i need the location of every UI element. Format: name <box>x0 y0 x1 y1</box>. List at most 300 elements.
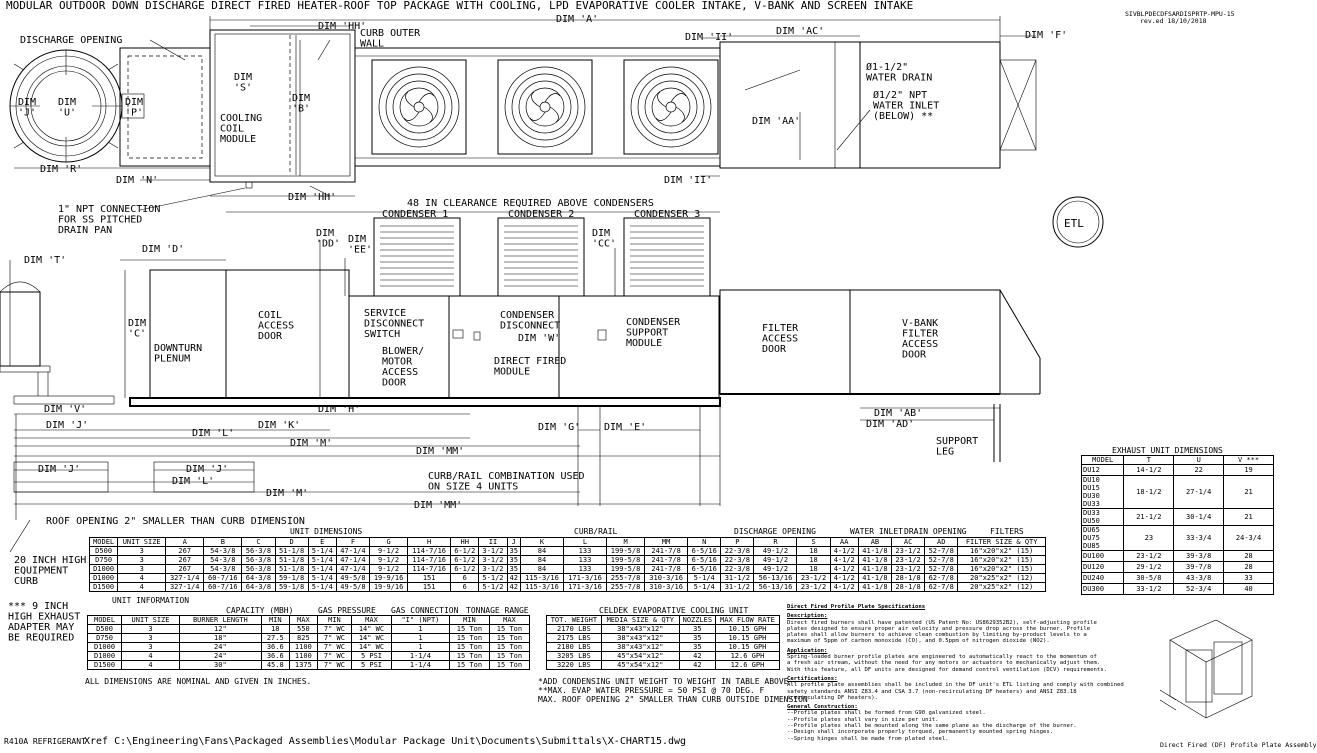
nominal-dims-footnote: ALL DIMENSIONS ARE NOMINAL AND GIVEN IN INCHES. <box>85 677 312 686</box>
unit-dims-header-cell: UNIT SIZE <box>118 538 166 547</box>
water-drain-label: Ø1-1/2" WATER DRAIN <box>866 62 933 84</box>
exhaust-model-name: DU120 <box>1083 563 1105 571</box>
unit-info-cell: 1 <box>391 625 449 634</box>
unit-info-cell: 3 <box>122 643 180 652</box>
unit-dims-cell: 41-1/8 <box>858 583 891 592</box>
unit-dims-cell: 6-1/2 <box>451 556 479 565</box>
discharge-opening-label: DISCHARGE OPENING <box>20 35 123 46</box>
celdek-cell: 35 <box>679 634 715 643</box>
unit-info-header-row <box>88 616 530 625</box>
unit-dims-cell: 84 <box>520 547 563 556</box>
table-row <box>88 661 530 670</box>
unit-dims-cell: 49-5/8 <box>336 574 369 583</box>
unit-info-cell: 1100 <box>289 652 317 661</box>
exhaust-model-cell <box>1082 476 1124 509</box>
unit-dims-cell: 114-7/16 <box>408 547 451 556</box>
spec-title: Direct Fired Profile Plate Specifications <box>787 604 926 610</box>
unit-dims-cell: 18 <box>797 556 830 565</box>
celdek-cell: 2170 LBS <box>547 625 602 634</box>
dim-e-label: DIM 'E' <box>604 422 647 433</box>
celdek-cell: 38"x43"x12" <box>601 634 679 643</box>
unit-dims-cell: 3 <box>118 547 166 556</box>
unit-dims-cell: 5-1/4 <box>688 583 721 592</box>
unit-dims-cell: 6-5/16 <box>688 547 721 556</box>
unit-dims-cell: 267 <box>166 556 204 565</box>
blower-motor-door-label: BLOWER/ MOTOR ACCESS DOOR <box>382 346 425 389</box>
unit-dims-header-cell: G <box>370 538 408 547</box>
unit-dims-cell: 56-13/16 <box>754 574 797 583</box>
unit-info-cell: 5 PSI <box>351 652 391 661</box>
exhaust-cell: 14-1/2 <box>1124 465 1174 476</box>
table-row <box>547 661 780 670</box>
unit-dims-header-cell: C <box>242 538 275 547</box>
unit-info-header-cell: MIN <box>449 616 489 625</box>
celdek-header-cell: TOT. WEIGHT <box>547 616 602 625</box>
unit-dims-cell: 255-7/8 <box>607 574 645 583</box>
dim-v-label: DIM 'V' <box>44 404 87 415</box>
condenser-fan-2-plan <box>498 60 592 154</box>
unit-dims-cell: 54-3/8 <box>204 565 242 574</box>
exhaust-cell: 21-1/2 <box>1124 509 1174 526</box>
spec-line: All profile plate assemblies shall be included in the DF unit's ETL listing and comply with combined <box>787 682 1124 689</box>
unit-dims-cell: 31-1/2 <box>721 583 754 592</box>
exhaust-adapter-label: *** 9 INCH HIGH EXHAUST ADAPTER MAY BE REQUIRED <box>8 601 81 644</box>
unit-dims-cell: 9-1/2 <box>370 556 408 565</box>
unit-dims-cell: 23-1/2 <box>797 574 830 583</box>
unit-dims-cell: 47-1/4 <box>336 556 369 565</box>
unit-dims-cell: 20"x25"x2" (12) <box>958 583 1046 592</box>
unit-dims-cell: 49-1/2 <box>754 556 797 565</box>
unit-dims-cell: 4-1/2 <box>830 556 858 565</box>
unit-dims-header-cell: B <box>204 538 242 547</box>
celdek-header-row <box>547 616 780 625</box>
unit-info-cell: 15 Ton <box>489 652 529 661</box>
document-id: SIVBLPDECDFSARDISPRTP-MPU-15 <box>1125 10 1235 18</box>
dim-ii-bottom-label: DIM 'II' <box>664 175 713 186</box>
exhaust-cell: 28 <box>1224 551 1274 562</box>
unit-info-caption: UNIT INFORMATION <box>112 596 190 605</box>
direct-fired-module-label: DIRECT FIRED MODULE <box>494 356 567 378</box>
unit-info-cell: 18" <box>179 634 261 643</box>
table-row <box>547 652 780 661</box>
unit-info-cell: 14" WC <box>351 643 391 652</box>
unit-dims-cell: 41-1/8 <box>858 556 891 565</box>
exhaust-model-name: DU65 <box>1083 526 1100 534</box>
exhaust-header-cell: MODEL <box>1082 456 1124 465</box>
table-row <box>1082 551 1274 562</box>
unit-info-cell: D1000 <box>88 652 122 661</box>
exhaust-model-name: DU85 <box>1083 542 1100 550</box>
dim-ac-label: DIM 'AC' <box>776 26 825 37</box>
unit-dims-cell: 62-7/8 <box>925 583 958 592</box>
table-row <box>90 583 1046 592</box>
table-row <box>1082 509 1274 526</box>
unit-dims-cell: 4-1/2 <box>830 574 858 583</box>
unit-dims-header-cell: HH <box>451 538 479 547</box>
unit-info-cell: 7" WC <box>317 661 351 670</box>
cooling-coil-label: COOLING COIL MODULE <box>220 113 263 145</box>
unit-dims-cell: 267 <box>166 547 204 556</box>
dim-dd-label: DIM 'DD' <box>316 228 341 250</box>
unit-info-header-cell: "I" (NPT) <box>391 616 449 625</box>
condenser-2-elevation <box>498 218 584 296</box>
unit-dims-cell: D750 <box>90 556 118 565</box>
table-row <box>547 643 780 652</box>
unit-dims-cell: 23-1/2 <box>892 565 925 574</box>
unit-info-cell: 825 <box>289 634 317 643</box>
exhaust-model-name: DU100 <box>1083 552 1105 560</box>
unit-dims-cell: 5-1/2 <box>479 583 507 592</box>
unit-dims-cell: 41-1/8 <box>858 565 891 574</box>
unit-dims-header-cell: MM <box>645 538 688 547</box>
unit-dims-cell: 59-1/8 <box>275 583 308 592</box>
unit-dims-cell: 3-1/2 <box>479 556 507 565</box>
table-row <box>88 634 530 643</box>
unit-info-header-cell: BURNER LENGTH <box>179 616 261 625</box>
unit-dims-cell: 51-1/8 <box>275 556 308 565</box>
celdek-cell: 35 <box>679 625 715 634</box>
table-row <box>1082 526 1274 551</box>
table-row <box>90 556 1046 565</box>
unit-dims-header-cell: AD <box>925 538 958 547</box>
unit-dims-cell: 6-1/2 <box>451 565 479 574</box>
exhaust-cell: 23 <box>1124 526 1174 551</box>
unit-dims-header-cell: AC <box>892 538 925 547</box>
unit-dims-cell: 19-9/16 <box>370 583 408 592</box>
unit-dimensions-table <box>89 537 1046 592</box>
unit-dims-cell: 35 <box>507 565 520 574</box>
dim-b-label: DIM 'B' <box>292 93 311 115</box>
unit-info-cell: 45.8 <box>261 661 289 670</box>
unit-info-cell: 36.6 <box>261 652 289 661</box>
unit-dims-cell: 199-5/8 <box>607 556 645 565</box>
unit-dims-header-row <box>90 538 1046 547</box>
unit-dims-cell: 3 <box>118 556 166 565</box>
exhaust-cell: 52-3/4 <box>1174 584 1224 595</box>
unit-info-cell: 3 <box>122 625 180 634</box>
unit-dims-header-cell: K <box>520 538 563 547</box>
npt-connection-label: 1" NPT CONNECTION FOR SS PITCHED DRAIN PAN <box>58 204 161 236</box>
exhaust-cell: 39-3/8 <box>1174 551 1224 562</box>
unit-info-cell: 15 Ton <box>449 652 489 661</box>
table-row <box>1082 584 1274 595</box>
condenser-support-label: CONDENSER SUPPORT MODULE <box>626 317 681 349</box>
unit-dims-cell: 5-1/4 <box>308 556 336 565</box>
spec-line: --Profile plates shall be formed from G90 galvanized steel. <box>787 710 986 717</box>
unit-dims-cell: 51-1/8 <box>275 547 308 556</box>
unit-dims-cell: 42 <box>507 583 520 592</box>
profile-plate-sketch <box>1160 620 1252 718</box>
table-row <box>1082 476 1274 509</box>
exhaust-model-cell <box>1082 526 1124 551</box>
exhaust-cell: 43-3/8 <box>1174 573 1224 584</box>
exhaust-header-cell: U <box>1174 456 1224 465</box>
unit-dims-cell: 19-9/16 <box>370 574 408 583</box>
etl-listing-mark <box>1053 197 1103 247</box>
table-row <box>1082 562 1274 573</box>
celdek-header-cell: MAX FLOW RATE <box>715 616 779 625</box>
assembly-caption: Direct Fired (DF) Profile Plate Assembly <box>1160 741 1317 749</box>
unit-dims-cell: 52-7/8 <box>925 565 958 574</box>
table-row <box>90 565 1046 574</box>
curb-rail-caption: CURB/RAIL <box>574 527 618 536</box>
unit-info-header-cell: MIN <box>261 616 289 625</box>
downturn-plenum-label: DOWNTURN PLENUM <box>154 343 203 365</box>
unit-info-header-cell: MAX <box>489 616 529 625</box>
dim-s-label: DIM 'S' <box>234 72 253 94</box>
table-row <box>88 625 530 634</box>
dim-p-label: DIM 'P' <box>125 97 144 119</box>
unit-dims-cell: 171-3/16 <box>563 583 606 592</box>
svg-text:ETL: ETL <box>1064 217 1084 230</box>
celdek-cell: 10.15 GPH <box>715 643 779 652</box>
unit-dims-cell: 62-7/8 <box>925 574 958 583</box>
unit-dims-header-cell: FILTER SIZE & QTY <box>958 538 1046 547</box>
exhaust-cell: 22 <box>1174 465 1224 476</box>
unit-dims-header-cell: J <box>507 538 520 547</box>
celdek-cell: 12.6 GPH <box>715 652 779 661</box>
gas-pressure-caption: GAS PRESSURE <box>318 606 376 615</box>
celdek-table <box>546 615 780 670</box>
exhaust-cell: 30-5/8 <box>1124 573 1174 584</box>
unit-info-cell: 24" <box>179 652 261 661</box>
service-disconnect-label: SERVICE DISCONNECT SWITCH <box>364 308 425 340</box>
spec-line: plates shall allow burners to achieve clean combustion by limiting by-product levels to a <box>787 632 1087 639</box>
celdek-header-cell: NOZZLES <box>679 616 715 625</box>
unit-dims-cell: 114-7/16 <box>408 565 451 574</box>
celdek-cell: 2180 LBS <box>547 643 602 652</box>
water-inlet-label: Ø1/2" NPT WATER INLET (BELOW) ** <box>873 90 940 122</box>
celdek-note-3: MAX. ROOF OPENING 2" SMALLER THAN CURB OUTSIDE DIMENSION <box>538 695 808 704</box>
dim-l-label: DIM 'L' <box>192 428 235 439</box>
unit-dims-cell: 241-7/8 <box>645 556 688 565</box>
unit-dims-header-cell: S <box>797 538 830 547</box>
unit-dims-cell: 5-1/4 <box>688 574 721 583</box>
exhaust-cell: 21 <box>1224 476 1274 509</box>
unit-dims-cell: 52-7/8 <box>925 556 958 565</box>
unit-dims-cell: 54-3/8 <box>204 547 242 556</box>
unit-dims-cell: 115-3/16 <box>520 574 563 583</box>
spec-line: Direct fired burners shall have patented (US Patent No: US8629352B2), self-adjusting profile <box>787 619 1097 626</box>
unit-info-cell: 1-1/4 <box>391 652 449 661</box>
unit-dims-cell: 56-3/8 <box>242 556 275 565</box>
celdek-cell: 3220 LBS <box>547 661 602 670</box>
exhaust-cell: 18-1/2 <box>1124 476 1174 509</box>
unit-info-cell: 30" <box>179 661 261 670</box>
unit-dims-cell: 133 <box>563 565 606 574</box>
spec-line: plates designed to ensure proper air velocity and pressure drop across the burner. Profile <box>787 625 1091 632</box>
table-row <box>547 634 780 643</box>
dim-n-label: DIM 'N' <box>116 175 159 186</box>
unit-dims-caption: UNIT DIMENSIONS <box>290 527 363 536</box>
unit-dims-cell: 327-1/4 <box>166 574 204 583</box>
unit-dims-cell: 4 <box>118 583 166 592</box>
condenser-fan-3-plan <box>624 60 718 154</box>
exhaust-model-name: DU50 <box>1083 517 1100 525</box>
profile-plate-spec <box>787 604 1124 742</box>
table-row <box>90 574 1046 583</box>
celdek-cell: 3205 LBS <box>547 652 602 661</box>
table-row <box>88 643 530 652</box>
unit-dims-cell: 28-1/8 <box>892 574 925 583</box>
table-row <box>1082 573 1274 584</box>
unit-info-header-cell: UNIT SIZE <box>122 616 180 625</box>
dim-m-label: DIM 'M' <box>290 438 333 449</box>
unit-dims-cell: 51-1/8 <box>275 565 308 574</box>
celdek-cell: 38"x43"x12" <box>601 643 679 652</box>
exhaust-header-cell: T <box>1124 456 1174 465</box>
condenser-disconnect-label: CONDENSER DISCONNECT <box>500 310 561 332</box>
unit-dims-cell: 41-1/8 <box>858 547 891 556</box>
dim-h-label: DIM 'H' <box>318 404 361 415</box>
water-inlet-caption: WATER INLET <box>850 527 903 536</box>
unit-dims-cell: D500 <box>90 547 118 556</box>
dim-ii-top-label: DIM 'II' <box>685 32 734 43</box>
unit-info-header-cell: MIN <box>317 616 351 625</box>
condenser-fan-1-plan <box>372 60 466 154</box>
unit-dims-cell: 54-3/8 <box>204 556 242 565</box>
unit-dims-header-cell: E <box>308 538 336 547</box>
unit-dims-cell: 41-1/8 <box>858 574 891 583</box>
unit-info-cell: 7" WC <box>317 652 351 661</box>
tonnage-caption: TONNAGE RANGE <box>466 606 529 615</box>
dim-a-label: DIM 'A' <box>556 14 599 25</box>
unit-dims-header-cell: P <box>721 538 754 547</box>
spec-line: --Profile plates shall be mounted along the same plane as the discharge of the burner. <box>787 723 1077 730</box>
celdek-cell: 42 <box>679 661 715 670</box>
dim-l2-label: DIM 'L' <box>172 476 215 487</box>
dim-c-label: DIM 'C' <box>128 318 147 340</box>
unit-dims-header-cell: D <box>275 538 308 547</box>
unit-dims-cell: 151 <box>408 583 451 592</box>
condenser-2-label: CONDENSER 2 <box>508 209 575 220</box>
capacity-caption: CAPACITY (MBH) <box>226 606 294 615</box>
unit-dims-cell: 310-3/16 <box>645 574 688 583</box>
unit-dims-cell: 114-7/16 <box>408 556 451 565</box>
unit-dims-cell: 28-1/8 <box>892 583 925 592</box>
unit-dims-cell: 6 <box>451 574 479 583</box>
filter-access-door-label: FILTER ACCESS DOOR <box>762 323 799 355</box>
dim-u-label: DIM 'U' <box>58 97 77 119</box>
condenser-1-elevation <box>374 218 460 296</box>
dim-j-elev-label: DIM 'J' <box>46 420 89 431</box>
unit-info-cell: 1-1/4 <box>391 661 449 670</box>
dim-d-label: DIM 'D' <box>142 244 185 255</box>
unit-dims-cell: 199-5/8 <box>607 565 645 574</box>
unit-dims-cell: 3-1/2 <box>479 547 507 556</box>
vbank-filter-door-label: V-BANK FILTER ACCESS DOOR <box>902 318 939 361</box>
spec-section-heading: Certifications: <box>787 675 838 682</box>
condenser-3-label: CONDENSER 3 <box>634 209 701 220</box>
unit-dims-cell: 6-5/16 <box>688 556 721 565</box>
exhaust-model-name: DU12 <box>1083 466 1100 474</box>
dim-k-label: DIM 'K' <box>258 420 301 431</box>
unit-dims-cell: 35 <box>507 556 520 565</box>
condenser-1-label: CONDENSER 1 <box>382 209 449 220</box>
high-curb-label: 20 INCH HIGH EQUIPMENT CURB <box>14 555 87 587</box>
spec-line: --Design shall incorporate properly torqued, permanently mounted spring hinges. <box>787 729 1054 736</box>
table-row <box>1082 465 1274 476</box>
unit-info-cell: 15 Ton <box>449 634 489 643</box>
unit-dims-cell: D1500 <box>90 583 118 592</box>
unit-dims-cell: 4 <box>118 574 166 583</box>
unit-dims-cell: 22-3/8 <box>721 547 754 556</box>
unit-info-cell: 15 Ton <box>449 661 489 670</box>
exhaust-model-name: DU33 <box>1083 509 1100 517</box>
celdek-cell: 42 <box>679 652 715 661</box>
unit-dims-cell: 6-5/16 <box>688 565 721 574</box>
unit-info-cell: 1 <box>391 634 449 643</box>
unit-dims-cell: 18 <box>797 547 830 556</box>
unit-dims-cell: 151 <box>408 574 451 583</box>
unit-dims-cell: D1000 <box>90 565 118 574</box>
exhaust-model-cell <box>1082 562 1124 573</box>
unit-dims-header-cell: MODEL <box>90 538 118 547</box>
unit-dims-cell: 5-1/4 <box>308 565 336 574</box>
unit-dims-cell: 255-7/8 <box>607 583 645 592</box>
unit-dims-cell: 56-3/8 <box>242 547 275 556</box>
unit-dims-header-cell: M <box>607 538 645 547</box>
unit-dims-cell: 47-1/4 <box>336 547 369 556</box>
curb-rail-combo-label: CURB/RAIL COMBINATION USED ON SIZE 4 UNITS <box>428 471 585 493</box>
unit-info-cell: 4 <box>122 652 180 661</box>
exhaust-model-name: DU75 <box>1083 534 1100 542</box>
unit-dims-header-cell: F <box>336 538 369 547</box>
celdek-note-2: **MAX. EVAP WATER PRESSURE = 50 PSI @ 70 DEG. F <box>538 686 765 695</box>
condenser-3-elevation <box>624 218 710 296</box>
exhaust-model-name: DU300 <box>1083 585 1105 593</box>
unit-dims-cell: 56-3/8 <box>242 565 275 574</box>
unit-info-cell: 14" WC <box>351 634 391 643</box>
unit-dims-header-cell: II <box>479 538 507 547</box>
exhaust-model-name: DU30 <box>1083 492 1100 500</box>
drain-opening-caption: DRAIN OPENING <box>904 527 967 536</box>
celdek-cell: 10.15 GPH <box>715 625 779 634</box>
dim-ab-label: DIM 'AB' <box>874 408 923 419</box>
unit-info-cell: 15 Ton <box>489 643 529 652</box>
unit-info-cell: 24" <box>179 643 261 652</box>
exhaust-cell: 21 <box>1224 509 1274 526</box>
unit-info-cell: 550 <box>289 625 317 634</box>
unit-dims-header-cell: A <box>166 538 204 547</box>
unit-info-cell: 7" WC <box>317 634 351 643</box>
clearance-label: 48 IN CLEARANCE REQUIRED ABOVE CONDENSERS <box>407 198 654 209</box>
exhaust-cell: 33 <box>1224 573 1274 584</box>
unit-dims-cell: 47-1/4 <box>336 565 369 574</box>
exhaust-model-cell <box>1082 509 1124 526</box>
unit-dims-cell: 133 <box>563 556 606 565</box>
unit-dims-cell: 49-5/8 <box>336 583 369 592</box>
unit-info-header-cell: MODEL <box>88 616 122 625</box>
coil-access-door-label: COIL ACCESS DOOR <box>258 310 295 342</box>
exhaust-cell: 33-3/4 <box>1174 526 1224 551</box>
spec-section-heading: Application: <box>787 647 828 654</box>
unit-dims-cell: 5-1/4 <box>308 547 336 556</box>
spec-line: --Spring hinges shall be made from plated steel. <box>787 735 949 742</box>
xref-path: Xref C:\Engineering\Fans\Packaged Assemblies\Modular Package Unit\Documents\Submittals\X-CHART15.dwg <box>84 736 687 747</box>
unit-information-table <box>87 615 530 670</box>
unit-info-cell: 7" WC <box>317 643 351 652</box>
unit-info-cell: 1375 <box>289 661 317 670</box>
spec-line: maximum of 5ppm of carbon monoxide (CO), and 0.5ppm of nitrogen dioxide (NO2). <box>787 638 1050 645</box>
exhaust-cell: 33-1/2 <box>1124 584 1174 595</box>
dim-m2-label: DIM 'M' <box>266 488 309 499</box>
celdek-cell: 10.15 GPH <box>715 634 779 643</box>
unit-dims-cell: 64-3/8 <box>242 583 275 592</box>
exhaust-unit-table <box>1081 455 1274 595</box>
unit-info-cell: 14" WC <box>351 625 391 634</box>
exhaust-model-name: DU15 <box>1083 484 1100 492</box>
